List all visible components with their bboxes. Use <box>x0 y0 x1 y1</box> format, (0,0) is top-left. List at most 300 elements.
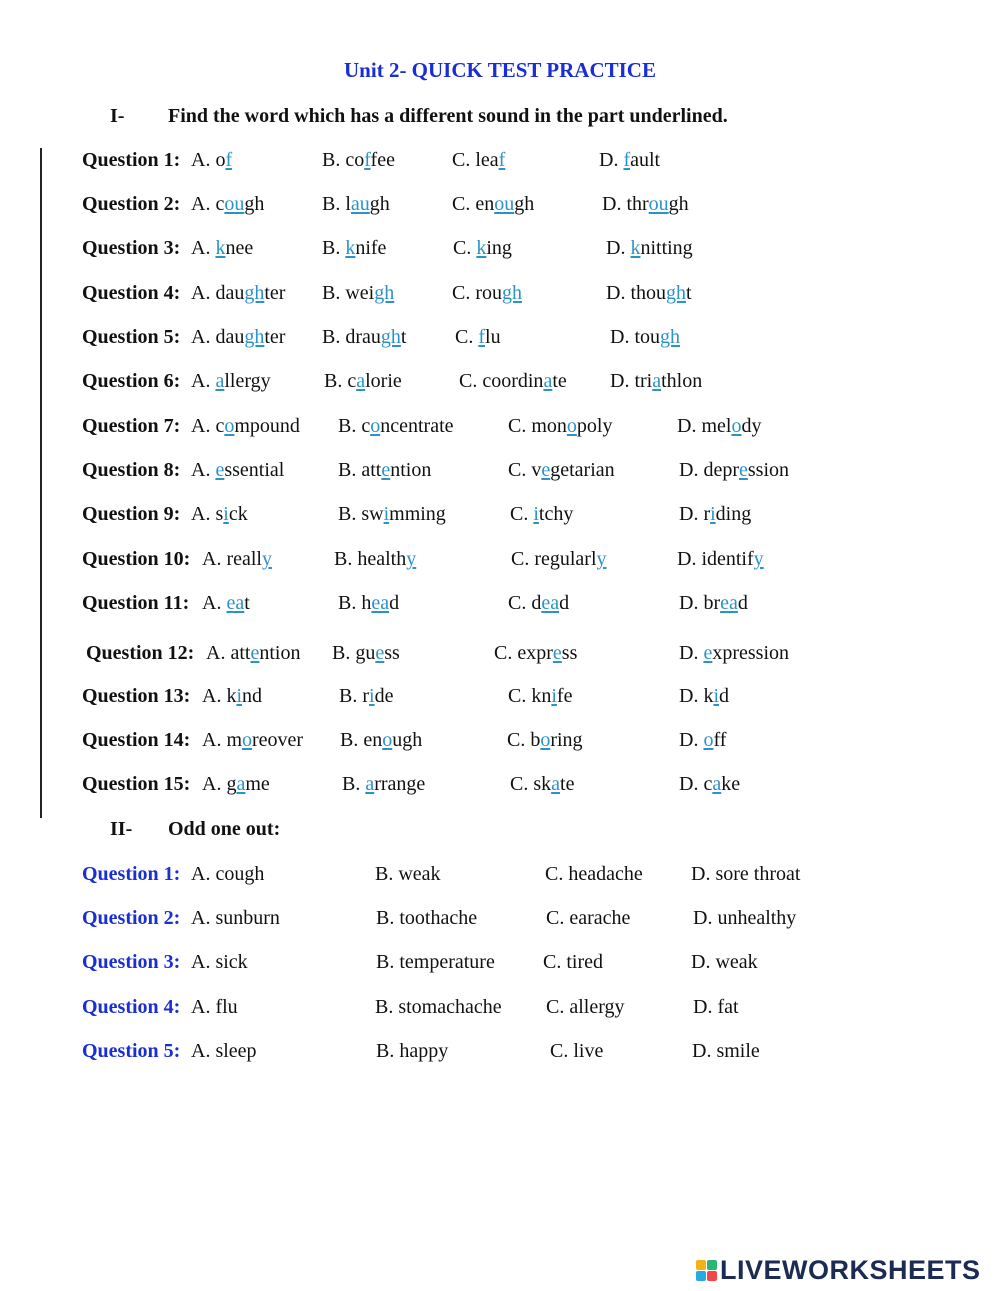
option-text-before: D. identif <box>677 548 754 570</box>
option-text-after: getarian <box>550 459 615 481</box>
option-text-before: D. tou <box>610 326 660 348</box>
page-title: Unit 2- QUICK TEST PRACTICE <box>344 58 656 82</box>
option-text-before: g <box>226 773 237 795</box>
question-label: Question 10: <box>82 548 191 570</box>
option-text-before: B. wei <box>322 282 375 304</box>
underlined-part: e <box>703 642 713 664</box>
option-text-after: ntion <box>390 459 432 481</box>
answer-option <box>508 457 615 483</box>
option-text-before: C. <box>510 503 534 525</box>
answer-option <box>494 640 577 666</box>
answer-option: B. stomachache <box>375 996 502 1018</box>
underlined-part: y <box>753 548 764 570</box>
option-text-after: xpression <box>712 642 790 664</box>
option-text-before: B. <box>322 237 346 259</box>
question-label: Question 12: <box>86 642 195 664</box>
option-text-before: C. en <box>452 193 495 215</box>
option-text-before: C. coordin <box>459 370 544 392</box>
underlined-part: k <box>215 237 226 259</box>
question-label: Question 5: <box>82 1040 181 1062</box>
underlined-part: gh <box>660 326 680 348</box>
answer-option <box>679 457 789 483</box>
answer-option <box>191 324 285 350</box>
underlined-part: au <box>350 193 370 215</box>
answer-option <box>191 191 264 217</box>
answer-option <box>202 590 250 616</box>
underlined-part: o <box>703 729 714 751</box>
option-text-before: C. expr <box>494 642 553 664</box>
question-row <box>82 368 882 396</box>
option-text-after: gh <box>369 193 390 215</box>
option-prefix: A. <box>191 326 216 348</box>
option-text-before: att <box>230 642 251 664</box>
option-text-before: D. tri <box>610 370 653 392</box>
underlined-part: e <box>552 642 562 664</box>
answer-option: C. allergy <box>546 996 625 1018</box>
logo-mark-tile <box>707 1260 717 1270</box>
option-prefix: A. <box>191 237 216 259</box>
option-text-before: o <box>215 149 226 171</box>
underlined-part: ou <box>494 193 515 215</box>
option-text-before: k <box>226 685 237 707</box>
option-text-after: ke <box>721 773 741 795</box>
option-text-before: C. regularl <box>511 548 597 570</box>
underlined-part: i <box>223 503 229 525</box>
question-label: Question 1: <box>82 149 181 171</box>
question-label: Question 1: <box>82 863 181 885</box>
option-text-before: D. <box>679 642 704 664</box>
underlined-part: ou <box>224 193 245 215</box>
underlined-part: gh <box>244 326 265 348</box>
question-label: Question 6: <box>82 370 181 392</box>
answer-option <box>332 640 400 666</box>
underlined-part: ea <box>371 592 390 614</box>
underlined-part: a <box>215 370 225 392</box>
question-row <box>82 727 882 755</box>
underlined-part: e <box>250 642 260 664</box>
underlined-part: o <box>382 729 393 751</box>
underlined-part: ou <box>648 193 669 215</box>
answer-option <box>191 413 300 439</box>
option-text-after: ss <box>561 642 578 664</box>
question-row <box>82 771 882 799</box>
option-text-before: D. thou <box>606 282 666 304</box>
answer-option <box>202 771 270 797</box>
option-text-before: B. att <box>338 459 382 481</box>
section-1-heading <box>110 105 728 128</box>
option-text-after: ugh <box>392 729 423 751</box>
option-text-before: D. <box>599 149 624 171</box>
answer-option <box>508 413 612 439</box>
answer-option <box>342 771 425 797</box>
option-text-after: rrange <box>374 773 426 795</box>
underlined-part: e <box>541 459 551 481</box>
underlined-part: i <box>551 685 557 707</box>
answer-option <box>191 147 232 173</box>
underlined-part: o <box>242 729 253 751</box>
answer-option: B. weak <box>375 863 441 885</box>
option-prefix: A. <box>191 415 216 437</box>
option-text-after: me <box>245 773 270 795</box>
answer-option <box>508 590 569 616</box>
option-text-after: mming <box>389 503 446 525</box>
option-text-before: B. gu <box>332 642 376 664</box>
answer-option <box>322 280 394 306</box>
option-text-after: ncentrate <box>380 415 454 437</box>
option-text-after: tchy <box>538 503 574 525</box>
answer-option <box>202 727 303 753</box>
answer-option <box>322 191 390 217</box>
option-text-before: dau <box>215 326 245 348</box>
answer-option: A. sick <box>191 951 248 973</box>
option-text-after: mpound <box>234 415 300 437</box>
option-text-before: D. br <box>679 592 721 614</box>
option-text-after: fe <box>556 685 573 707</box>
answer-option <box>340 727 422 753</box>
option-text-before: C. kn <box>508 685 552 707</box>
option-text-after: gh <box>514 193 535 215</box>
underlined-part: a <box>543 370 553 392</box>
answer-option: A. sunburn <box>191 907 280 929</box>
answer-option <box>510 771 574 797</box>
option-text-after: ssential <box>224 459 285 481</box>
option-text-after: nitting <box>640 237 693 259</box>
option-text-before: D. r <box>679 503 711 525</box>
answer-option: A. cough <box>191 863 265 885</box>
answer-option <box>599 147 660 173</box>
underlined-part: o <box>224 415 235 437</box>
option-text-after: nee <box>225 237 254 259</box>
answer-option: C. earache <box>546 907 631 929</box>
underlined-part: e <box>738 459 748 481</box>
answer-option <box>338 413 454 439</box>
underlined-part: o <box>731 415 742 437</box>
answer-option <box>191 457 284 483</box>
option-text-after: nife <box>355 237 387 259</box>
option-text-after: ssion <box>747 459 789 481</box>
logo-text: LIVEWORKSHEETS <box>720 1254 981 1285</box>
logo-mark-icon <box>696 1260 717 1281</box>
option-text-before: C. b <box>507 729 541 751</box>
odd-one-out-row <box>82 949 882 977</box>
option-text-before: B. health <box>334 548 407 570</box>
margin-line <box>40 148 42 818</box>
section-1-text: Find the word which has a different sound in the part underlined. <box>168 105 728 127</box>
option-text-before: B. drau <box>322 326 381 348</box>
option-text-before: D. depr <box>679 459 739 481</box>
answer-option: D. unhealthy <box>693 907 797 929</box>
option-text-before: C. sk <box>510 773 552 795</box>
underlined-part: gh <box>502 282 522 304</box>
question-label: Question 2: <box>82 907 181 929</box>
underlined-part: a <box>712 773 722 795</box>
question-row <box>82 324 882 352</box>
option-text-before: B. sw <box>338 503 384 525</box>
option-text-after: d <box>737 592 748 614</box>
question-row <box>82 280 882 308</box>
option-text-after: t <box>400 326 407 348</box>
underlined-part: ea <box>226 592 245 614</box>
answer-option: A. flu <box>191 996 238 1018</box>
underlined-part: y <box>406 548 417 570</box>
answer-option <box>334 546 416 572</box>
option-text-before: c <box>215 415 225 437</box>
option-text-after: reover <box>252 729 304 751</box>
logo-mark-tile <box>696 1271 706 1281</box>
answer-option <box>677 413 761 439</box>
underlined-part: ea <box>541 592 560 614</box>
option-text-before: reall <box>226 548 262 570</box>
option-text-after: ding <box>715 503 752 525</box>
underlined-part: f <box>498 149 506 171</box>
option-prefix: A. <box>191 459 216 481</box>
answer-option <box>606 280 692 306</box>
option-text-after: lu <box>485 326 501 348</box>
answer-option <box>338 501 446 527</box>
option-text-after: ff <box>713 729 727 751</box>
answer-option <box>679 590 748 616</box>
option-text-after: lorie <box>365 370 402 392</box>
answer-option <box>606 235 693 261</box>
option-prefix: A. <box>191 282 216 304</box>
question-label: Question 14: <box>82 729 191 751</box>
option-text-after: ing <box>486 237 512 259</box>
section-2-number: II- <box>110 818 133 840</box>
answer-option <box>511 546 607 572</box>
question-row <box>82 501 882 529</box>
answer-option: C. headache <box>545 863 643 885</box>
underlined-part: ea <box>720 592 738 614</box>
option-text-before: B. <box>342 773 366 795</box>
question-label: Question 11: <box>82 592 190 614</box>
option-text-before: C. <box>453 237 477 259</box>
answer-option <box>206 640 300 666</box>
question-label: Question 3: <box>82 951 181 973</box>
answer-option: C. live <box>550 1040 604 1062</box>
answer-option: C. tired <box>543 951 603 973</box>
option-prefix: A. <box>202 773 227 795</box>
answer-option <box>610 368 702 394</box>
option-prefix: A. <box>191 503 216 525</box>
underlined-part: gh <box>380 326 401 348</box>
odd-one-out-row <box>82 1038 882 1066</box>
underlined-part: i <box>383 503 390 525</box>
logo-mark-tile <box>696 1260 706 1270</box>
answer-option: D. smile <box>692 1040 760 1062</box>
option-text-after: t <box>244 592 250 614</box>
underlined-part: gh <box>244 282 265 304</box>
option-text-before: B. c <box>324 370 357 392</box>
option-text-before: B. l <box>322 193 351 215</box>
option-prefix: A. <box>202 729 227 751</box>
underlined-part: gh <box>666 282 686 304</box>
option-text-before: D. thr <box>602 193 649 215</box>
option-prefix: A. <box>191 370 216 392</box>
answer-option <box>322 147 395 173</box>
option-text-before: m <box>226 729 243 751</box>
question-row <box>82 457 882 485</box>
answer-option: B. happy <box>376 1040 449 1062</box>
option-text-after: ter <box>264 326 286 348</box>
option-text-after: d <box>389 592 400 614</box>
option-text-after: ault <box>630 149 661 171</box>
underlined-part: k <box>630 237 641 259</box>
option-prefix: A. <box>202 548 227 570</box>
underlined-part: e <box>381 459 391 481</box>
option-prefix: A. <box>202 592 227 614</box>
option-prefix: A. <box>191 149 216 171</box>
answer-option <box>508 683 572 709</box>
option-text-before: C. mon <box>508 415 567 437</box>
answer-option <box>610 324 680 350</box>
answer-option <box>679 640 789 666</box>
underlined-part: f <box>623 149 631 171</box>
option-text-after: te <box>552 370 567 392</box>
answer-option <box>339 683 393 709</box>
underlined-part: gh <box>374 282 395 304</box>
option-text-before: B. r <box>339 685 369 707</box>
question-row <box>82 413 882 441</box>
odd-one-out-row <box>82 861 882 889</box>
question-row <box>82 235 882 263</box>
logo-mark-tile <box>707 1271 717 1281</box>
answer-option <box>602 191 689 217</box>
underlined-part: i <box>533 503 539 525</box>
option-text-after: ring <box>550 729 583 751</box>
underlined-part: i <box>369 685 375 707</box>
answer-option <box>679 727 726 753</box>
question-label: Question 8: <box>82 459 181 481</box>
question-row <box>82 191 882 219</box>
section-1-number: I- <box>110 105 125 127</box>
option-text-after: poly <box>576 415 613 437</box>
option-text-before: D. mel <box>677 415 732 437</box>
underlined-part: o <box>370 415 381 437</box>
underlined-part: a <box>652 370 662 392</box>
option-text-before: c <box>215 193 225 215</box>
answer-option <box>202 683 262 709</box>
option-prefix: A. <box>191 193 216 215</box>
option-text-before: D. k <box>679 685 714 707</box>
underlined-part: a <box>356 370 366 392</box>
answer-option <box>677 546 764 572</box>
answer-option: B. toothache <box>376 907 478 929</box>
answer-option <box>459 368 567 394</box>
question-row <box>82 590 882 618</box>
answer-option <box>679 683 729 709</box>
answer-option <box>338 590 399 616</box>
question-label: Question 13: <box>82 685 191 707</box>
question-label: Question 9: <box>82 503 181 525</box>
option-text-before: C. <box>455 326 479 348</box>
option-text-before: s <box>215 503 224 525</box>
option-text-after: nd <box>242 685 263 707</box>
answer-option: D. weak <box>691 951 758 973</box>
answer-option <box>510 501 573 527</box>
underlined-part: i <box>236 685 243 707</box>
option-prefix: A. <box>206 642 231 664</box>
question-row <box>82 546 882 574</box>
answer-option: A. sleep <box>191 1040 257 1062</box>
liveworksheets-logo <box>696 1252 981 1288</box>
underlined-part: a <box>365 773 375 795</box>
option-prefix: A. <box>202 685 227 707</box>
option-text-after: dy <box>741 415 762 437</box>
underlined-part: y <box>596 548 607 570</box>
question-label: Question 3: <box>82 237 181 259</box>
option-text-after: d <box>719 685 730 707</box>
underlined-part: e <box>215 459 225 481</box>
underlined-part: i <box>713 685 720 707</box>
answer-option <box>679 771 740 797</box>
answer-option <box>322 324 406 350</box>
answer-option <box>453 235 512 261</box>
answer-option <box>507 727 583 753</box>
answer-option <box>452 191 534 217</box>
option-text-after: gh <box>244 193 265 215</box>
option-text-before: dau <box>215 282 245 304</box>
answer-option <box>452 147 505 173</box>
option-text-after: gh <box>668 193 689 215</box>
underlined-part: f <box>478 326 486 348</box>
answer-option <box>324 368 402 394</box>
underlined-part: k <box>345 237 356 259</box>
answer-option <box>191 368 271 394</box>
option-text-before: D. c <box>679 773 713 795</box>
option-text-before: C. d <box>508 592 542 614</box>
question-row <box>82 147 882 175</box>
underlined-part: i <box>710 503 716 525</box>
question-label: Question 15: <box>82 773 191 795</box>
option-text-before: C. lea <box>452 149 499 171</box>
option-text-before: D. <box>679 729 704 751</box>
question-row <box>82 683 882 711</box>
answer-option <box>455 324 501 350</box>
answer-option <box>202 546 272 572</box>
question-row <box>86 640 886 668</box>
option-text-after: ss <box>384 642 400 664</box>
answer-option <box>191 501 248 527</box>
answer-option <box>679 501 751 527</box>
underlined-part: o <box>566 415 577 437</box>
option-text-after: t <box>686 282 692 304</box>
option-text-after: d <box>559 592 570 614</box>
option-text-before: C. v <box>508 459 542 481</box>
option-text-after: te <box>560 773 575 795</box>
underlined-part: f <box>225 149 233 171</box>
option-text-after: de <box>374 685 394 707</box>
option-text-after: thlon <box>661 370 703 392</box>
section-2-heading <box>110 818 280 841</box>
option-text-before: D. <box>606 237 631 259</box>
question-label: Question 4: <box>82 996 181 1018</box>
question-label: Question 7: <box>82 415 181 437</box>
section-2-text: Odd one out: <box>168 818 281 840</box>
option-text-before: B. h <box>338 592 372 614</box>
option-text-before: B. en <box>340 729 383 751</box>
answer-option: D. sore throat <box>691 863 801 885</box>
underlined-part: k <box>476 237 487 259</box>
underlined-part: f <box>364 149 371 171</box>
underlined-part: y <box>261 548 272 570</box>
option-text-after: ntion <box>259 642 301 664</box>
question-label: Question 2: <box>82 193 181 215</box>
question-label: Question 4: <box>82 282 181 304</box>
option-text-before: B. co <box>322 149 365 171</box>
question-label: Question 5: <box>82 326 181 348</box>
odd-one-out-row <box>82 994 882 1022</box>
underlined-part: a <box>551 773 561 795</box>
